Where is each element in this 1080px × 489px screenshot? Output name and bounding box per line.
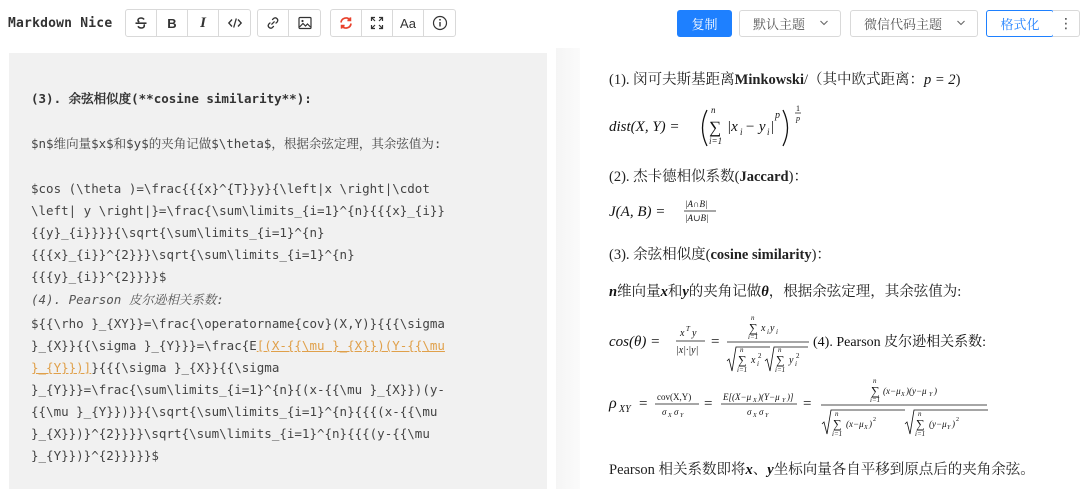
text-span: 和 xyxy=(667,284,683,300)
svg-text:p: p xyxy=(775,110,780,121)
svg-text:2: 2 xyxy=(956,417,959,423)
theme-select-value: 默认主题 xyxy=(753,17,806,32)
inline-math: p = 2 xyxy=(924,72,956,88)
editor-line: $cos (\theta )=\frac{{{x}^{T}}y}{\left|x \right|\cdot xyxy=(31,181,430,196)
svg-text:2: 2 xyxy=(873,417,876,423)
svg-text:X: X xyxy=(901,392,905,398)
svg-text:y: y xyxy=(692,328,697,339)
svg-text:i: i xyxy=(757,360,759,368)
bold-span: Jaccard xyxy=(739,169,789,185)
editor-line: {{{y}_{i}}^{2}}}}$ xyxy=(31,269,167,284)
svg-text:p: p xyxy=(796,114,800,123)
svg-text:y: y xyxy=(789,355,794,366)
image-icon xyxy=(297,15,313,31)
editor-link-span[interactable]: [(X-{{\mu }_{X}})(Y-{{\mu xyxy=(256,338,445,353)
sync-scroll-button[interactable] xyxy=(331,10,362,36)
svg-text:Y: Y xyxy=(929,392,933,398)
svg-text:n: n xyxy=(835,410,839,418)
code-theme-select-value: 微信代码主题 xyxy=(864,17,943,32)
chevron-down-icon xyxy=(957,19,965,27)
svg-text:=: = xyxy=(803,396,812,412)
svg-text:i: i xyxy=(740,127,743,137)
svg-text:∑: ∑ xyxy=(709,118,722,137)
svg-text:(x−μ: (x−μ xyxy=(883,386,901,396)
svg-text:(y−μ: (y−μ xyxy=(929,419,947,429)
svg-text:1: 1 xyxy=(796,104,800,113)
svg-text:n: n xyxy=(711,105,716,115)
equation-pearson xyxy=(609,376,1009,447)
svg-text:σ: σ xyxy=(747,407,752,417)
editor-link-span[interactable]: }_{Y}})] xyxy=(31,360,92,375)
tool-button-group xyxy=(330,9,456,37)
svg-text:X: X xyxy=(753,398,757,404)
svg-text:i: i xyxy=(767,127,770,137)
text-span: )： xyxy=(811,247,831,263)
chevron-down-icon xyxy=(820,19,828,27)
info-button[interactable] xyxy=(424,10,455,36)
editor-line xyxy=(31,337,445,355)
equation-cosine xyxy=(609,311,1009,384)
text-span: ，根据余弦定理，其余弦值为: xyxy=(768,284,962,300)
svg-text:i=1: i=1 xyxy=(870,396,881,404)
svg-text:y: y xyxy=(770,323,775,334)
svg-text:2: 2 xyxy=(796,352,800,360)
editor-text-span: }_{X}}{{\sigma }_{Y}}}=\frac{E xyxy=(31,338,257,353)
copy-button[interactable]: 复制 xyxy=(677,10,732,37)
editor-line: {{y}_{i}}}}{\sqrt{\sum\limits_{i=1}^{n} xyxy=(31,225,325,240)
editor-text-span: }{{{\sigma }_{X}}{{\sigma xyxy=(91,360,280,375)
fullscreen-icon xyxy=(369,15,385,31)
svg-text:X: X xyxy=(668,413,672,419)
svg-text:E[(X−μ: E[(X−μ xyxy=(723,392,752,402)
equation-minkowski xyxy=(609,102,809,159)
inline-math: y xyxy=(682,284,689,300)
svg-text:i: i xyxy=(776,328,778,336)
svg-text:): ) xyxy=(934,386,937,396)
svg-text:i: i xyxy=(767,328,769,336)
svg-text:(x−μ: (x−μ xyxy=(846,419,864,429)
svg-text:)(y−μ: )(y−μ xyxy=(906,386,927,396)
link-icon xyxy=(265,15,281,31)
svg-text:Y: Y xyxy=(765,413,769,419)
svg-text:σ: σ xyxy=(674,407,679,417)
theme-select[interactable] xyxy=(739,10,841,37)
inline-math: y xyxy=(767,462,774,478)
panel-divider xyxy=(556,48,580,489)
svg-text:|x|·|y|: |x|·|y| xyxy=(676,345,699,356)
svg-text:|x: |x xyxy=(727,119,738,135)
preview-paragraph-cosine-desc xyxy=(609,280,961,301)
image-button[interactable] xyxy=(289,10,320,36)
bold-span: cosine similarity xyxy=(710,247,812,263)
sync-scroll-icon xyxy=(338,15,354,31)
toolbar xyxy=(0,0,1080,48)
svg-text:n: n xyxy=(918,410,922,418)
svg-text:)]: )] xyxy=(787,392,794,402)
editor-line: (3). 余弦相似度(**cosine similarity**): xyxy=(31,91,312,106)
text-span: Pearson 相关系数即将 xyxy=(609,462,746,478)
fullscreen-button[interactable] xyxy=(362,10,393,36)
svg-text:): ) xyxy=(952,419,955,429)
inline-math: x xyxy=(745,462,753,478)
editor-line: }_{X}})}^{2}}}}\sqrt{\sum\limits_{i=1}^{n}{{{(y-{{\mu xyxy=(31,426,430,441)
editor-line: (4). Pearson 皮尔逊相关系数: xyxy=(31,292,224,307)
equation-lhs: J(A, B) = xyxy=(609,204,666,220)
svg-text:∑: ∑ xyxy=(871,384,880,398)
more-options-button[interactable]: ⋮ xyxy=(1053,10,1080,37)
link-button[interactable] xyxy=(258,10,289,36)
equation-lhs: ρ xyxy=(609,395,617,412)
preview-paragraph-cosine-heading xyxy=(609,243,831,264)
svg-text:n: n xyxy=(873,377,877,385)
strikethrough-icon xyxy=(133,15,149,31)
format-button[interactable]: 格式化 xyxy=(986,10,1054,37)
svg-text:i=1: i=1 xyxy=(748,333,759,341)
svg-text:T: T xyxy=(686,325,690,333)
bold-button[interactable]: B xyxy=(157,10,188,36)
editor-line: {{\mu }_{Y}})}}{\sqrt{\sum\limits_{i=1}^{n}{{{(x-{{\mu xyxy=(31,404,438,419)
inline-math: x xyxy=(660,284,668,300)
svg-text:i: i xyxy=(795,360,797,368)
equation-jaccard xyxy=(609,196,749,233)
equation-lhs: cos(θ) = xyxy=(609,334,661,350)
fraction-denominator: |A∪B| xyxy=(685,213,709,223)
svg-text:− y: − y xyxy=(745,119,766,135)
editor-line: }_{Y}})}^{2}}}}}$ xyxy=(31,448,159,463)
text-span: 坐标向量各自平移到原点后的夹角余弦。 xyxy=(773,462,1035,478)
preview-paragraph-pearson-desc xyxy=(609,458,1035,479)
editor-line: {{{x}_{i}}^{2}}}\sqrt{\sum\limits_{i=1}^{n} xyxy=(31,247,355,262)
svg-text:i=1: i=1 xyxy=(775,366,786,374)
svg-text:σ: σ xyxy=(759,407,764,417)
font-size-button[interactable]: Aa xyxy=(393,10,424,36)
svg-text:|: | xyxy=(771,119,775,135)
svg-text:∑: ∑ xyxy=(749,321,758,335)
svg-text:∑: ∑ xyxy=(776,353,785,367)
svg-text:∑: ∑ xyxy=(738,353,747,367)
svg-text:n: n xyxy=(778,346,782,354)
svg-text:=: = xyxy=(704,396,713,412)
svg-text:Y: Y xyxy=(680,413,684,419)
svg-text:=: = xyxy=(639,396,648,412)
fraction-numerator: |A∩B| xyxy=(685,199,708,209)
bold-span: Minkowski xyxy=(734,72,804,88)
editor-line: }_{Y}}}=\frac{\sum\limits_{i=1}^{n}{(x-{{\mu }_{X}})(y- xyxy=(31,382,445,397)
italic-button[interactable]: I xyxy=(188,10,219,36)
format-button-group xyxy=(125,9,251,37)
svg-text:x: x xyxy=(680,328,685,339)
info-icon xyxy=(432,15,448,31)
code-icon xyxy=(227,15,243,31)
svg-text:=: = xyxy=(711,334,720,350)
svg-text:2: 2 xyxy=(758,352,762,360)
text-span: (3). 余弦相似度( xyxy=(609,247,711,263)
strikethrough-button[interactable] xyxy=(126,10,157,36)
svg-text:σ: σ xyxy=(662,407,667,417)
code-theme-select[interactable] xyxy=(850,10,978,37)
svg-text:): ) xyxy=(869,419,872,429)
svg-text:i=1: i=1 xyxy=(915,430,926,438)
svg-text:Y: Y xyxy=(782,398,786,404)
text-span: /（其中欧式距离： xyxy=(803,72,925,88)
svg-text:i=1: i=1 xyxy=(737,366,748,374)
editor-line: ${{\rho }_{XY}}=\frac{\operatorname{cov}(X,Y)}{{{\sigma xyxy=(31,316,445,331)
inline-math: n xyxy=(609,284,618,300)
svg-text:∑: ∑ xyxy=(833,417,842,431)
editor-line: $n$维向量$x$和$y$的夹角记做$\theta$，根据余弦定理，其余弦值为: xyxy=(31,136,442,151)
svg-text:Y: Y xyxy=(947,425,951,431)
preview-paragraph-minkowski xyxy=(609,68,960,89)
editor-line xyxy=(31,359,279,377)
svg-text:i=1: i=1 xyxy=(709,136,723,146)
svg-text:x: x xyxy=(751,355,756,366)
svg-text:cov(X,Y): cov(X,Y) xyxy=(657,392,692,402)
text-span: (2). 杰卡德相似系数( xyxy=(609,169,740,185)
svg-text:x: x xyxy=(761,323,766,334)
text-span: 维向量 xyxy=(617,284,661,300)
svg-text:n: n xyxy=(740,346,744,354)
inline-math: θ xyxy=(761,284,769,300)
equation-trailing-text: (4). Pearson 皮尔逊相关系数: xyxy=(813,335,987,350)
insert-button-group xyxy=(257,9,321,37)
equation-lhs-subscript: XY xyxy=(619,404,631,415)
svg-text:X: X xyxy=(864,425,868,431)
svg-text:i=1: i=1 xyxy=(832,430,843,438)
text-span: )： xyxy=(788,169,808,185)
code-button[interactable] xyxy=(219,10,250,36)
svg-text:n: n xyxy=(751,314,755,322)
preview-paragraph-jaccard xyxy=(609,165,808,186)
text-span: ) xyxy=(955,72,961,88)
app-title: Markdown Nice xyxy=(8,16,113,31)
svg-text:X: X xyxy=(753,413,757,419)
svg-text:)(Y−μ: )(Y−μ xyxy=(758,392,780,402)
equation-lhs: dist(X, Y) = xyxy=(609,119,680,135)
svg-text:∑: ∑ xyxy=(916,417,925,431)
preview-panel xyxy=(584,48,1080,489)
markdown-editor[interactable] xyxy=(9,53,547,489)
text-span: (1). 闵可夫斯基距离 xyxy=(609,72,735,88)
editor-line: \left| y \right|}=\frac{\sum\limits_{i=1}^{n}{{{x}_{i}} xyxy=(31,203,445,218)
text-span: 的夹角记做 xyxy=(688,284,762,300)
text-span: 、 xyxy=(752,462,768,478)
